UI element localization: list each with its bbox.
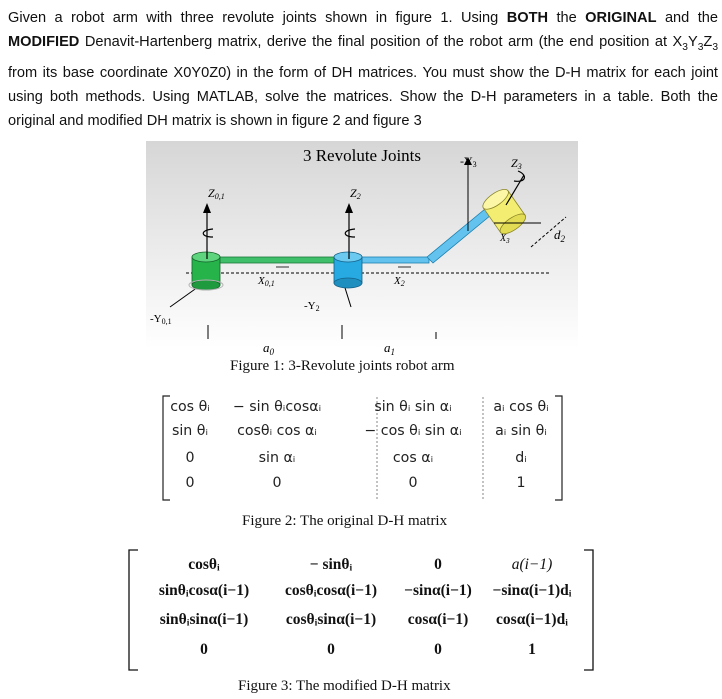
m2-cell-r2c2: cosθᵢ cos αᵢ: [237, 423, 317, 439]
emphasis-modified: MODIFIED: [8, 34, 80, 51]
m3-cell-r3c3: cosα(i−1): [407, 611, 469, 628]
emphasis-original: ORIGINAL: [585, 10, 657, 26]
label-x3: $X_3$: [500, 233, 510, 245]
m3-cell-r2c4: −sinα(i−1)dᵢ: [492, 582, 572, 599]
label-z3: Z3: [511, 156, 522, 171]
label-x2: X2: [394, 275, 405, 288]
subscript: 3: [682, 42, 688, 54]
question-text: [8, 6, 718, 133]
m3-cell-r2c2: cosθᵢcosα(i−1): [284, 582, 378, 599]
figure-background: [146, 141, 578, 349]
link-0-1: [206, 257, 344, 263]
label-a1: $a_1$: [384, 340, 395, 357]
m2-cell-r2c4: aᵢ sin θᵢ: [495, 423, 547, 439]
m3-cell-r4c1: 0: [200, 641, 208, 658]
question-text-part: Denavit-Hartenberg matrix, derive the final position of the robot arm (the end position at X: [79, 34, 683, 51]
question-text-part: Z: [703, 34, 713, 51]
m2-cell-r1c3: sin θᵢ sin αᵢ: [374, 399, 452, 415]
m3-cell-r4c3: 0: [434, 641, 442, 658]
m2-cell-r2c1: sin θᵢ: [171, 423, 209, 439]
robot-arm-svg: [146, 141, 578, 357]
m3-cell-r1c1: cosθᵢ: [188, 556, 220, 573]
subscript: 3: [697, 42, 704, 54]
figure-2-matrix: [160, 393, 565, 503]
figure-1-robot-arm-diagram: [146, 141, 578, 357]
subscript: 3: [712, 42, 718, 54]
label-z01: Z0,1: [208, 186, 225, 201]
m2-cell-r1c1: cos θᵢ: [170, 399, 210, 415]
question-text-part: Given a robot arm with three revolute joints shown in figure 1. Using: [8, 10, 507, 26]
question-text-part: and the: [656, 10, 718, 26]
label-a0: $a_0$: [263, 340, 274, 357]
m2-cell-r4c2: 0: [272, 475, 282, 491]
figure-1-caption: Figure 1: 3-Revolute joints robot arm: [230, 358, 455, 374]
question-text-part: from its base coordinate X0Y0Z0) in the form of DH matrices. You must show the D-H matrix for each joint using both methods. Using MATLAB, solve the matrices. Show the D-H parameters in a table. Both the original and modified DH matrix is shown in figure 2 and figure 3: [8, 64, 718, 130]
m3-cell-r1c4: a(i−1): [511, 556, 553, 573]
label-y01: -Y0,1: [150, 313, 172, 326]
figure-1-title: 3 Revolute Joints: [302, 146, 422, 165]
m3-cell-r3c1: sinθᵢsinα(i−1): [159, 611, 249, 628]
figure-3-matrix: [126, 548, 596, 672]
m2-cell-r3c2: sin αᵢ: [258, 450, 296, 466]
m2-cell-r2c3: − cos θᵢ sin αᵢ: [364, 423, 462, 439]
figure-2-caption: Figure 2: The original D-H matrix: [242, 513, 448, 529]
m3-cell-r1c2: − sinθᵢ: [309, 556, 353, 573]
label-x01: X0,1: [258, 275, 275, 288]
m2-cell-r3c4: dᵢ: [515, 450, 527, 466]
question-text-part: Y: [687, 34, 698, 51]
m2-cell-r3c3: cos αᵢ: [392, 450, 434, 466]
m2-cell-r4c4: 1: [516, 475, 526, 491]
figure-3-caption: Figure 3: The modified D-H matrix: [238, 678, 451, 694]
m3-cell-r3c2: cosθᵢsinα(i−1): [285, 611, 377, 628]
label-y3: -Y3: [460, 154, 477, 169]
m2-cell-r4c3: 0: [408, 475, 418, 491]
m2-cell-r1c4: aᵢ cos θᵢ: [493, 399, 549, 415]
m3-cell-r4c4: 1: [528, 641, 536, 658]
m2-cell-r1c2: − sin θᵢcosαᵢ: [232, 399, 322, 415]
m3-cell-r3c4: cosα(i−1)dᵢ: [496, 611, 568, 628]
base-joint: [189, 252, 223, 290]
label-d2: $d_2$: [554, 227, 565, 244]
label-z2: Z2: [350, 186, 361, 201]
joint-2: [334, 252, 362, 288]
m3-cell-r1c3: 0: [434, 556, 442, 573]
label-y2: -Y2: [304, 300, 320, 313]
emphasis-both: BOTH: [506, 10, 549, 26]
m2-cell-r3c1: 0: [185, 450, 195, 466]
question-text-part: the: [548, 10, 586, 26]
m3-cell-r2c3: −sinα(i−1): [404, 582, 472, 599]
m3-cell-r4c2: 0: [327, 641, 335, 658]
m2-cell-r4c1: 0: [185, 475, 195, 491]
m3-cell-r2c1: sinθᵢcosα(i−1): [158, 582, 250, 599]
